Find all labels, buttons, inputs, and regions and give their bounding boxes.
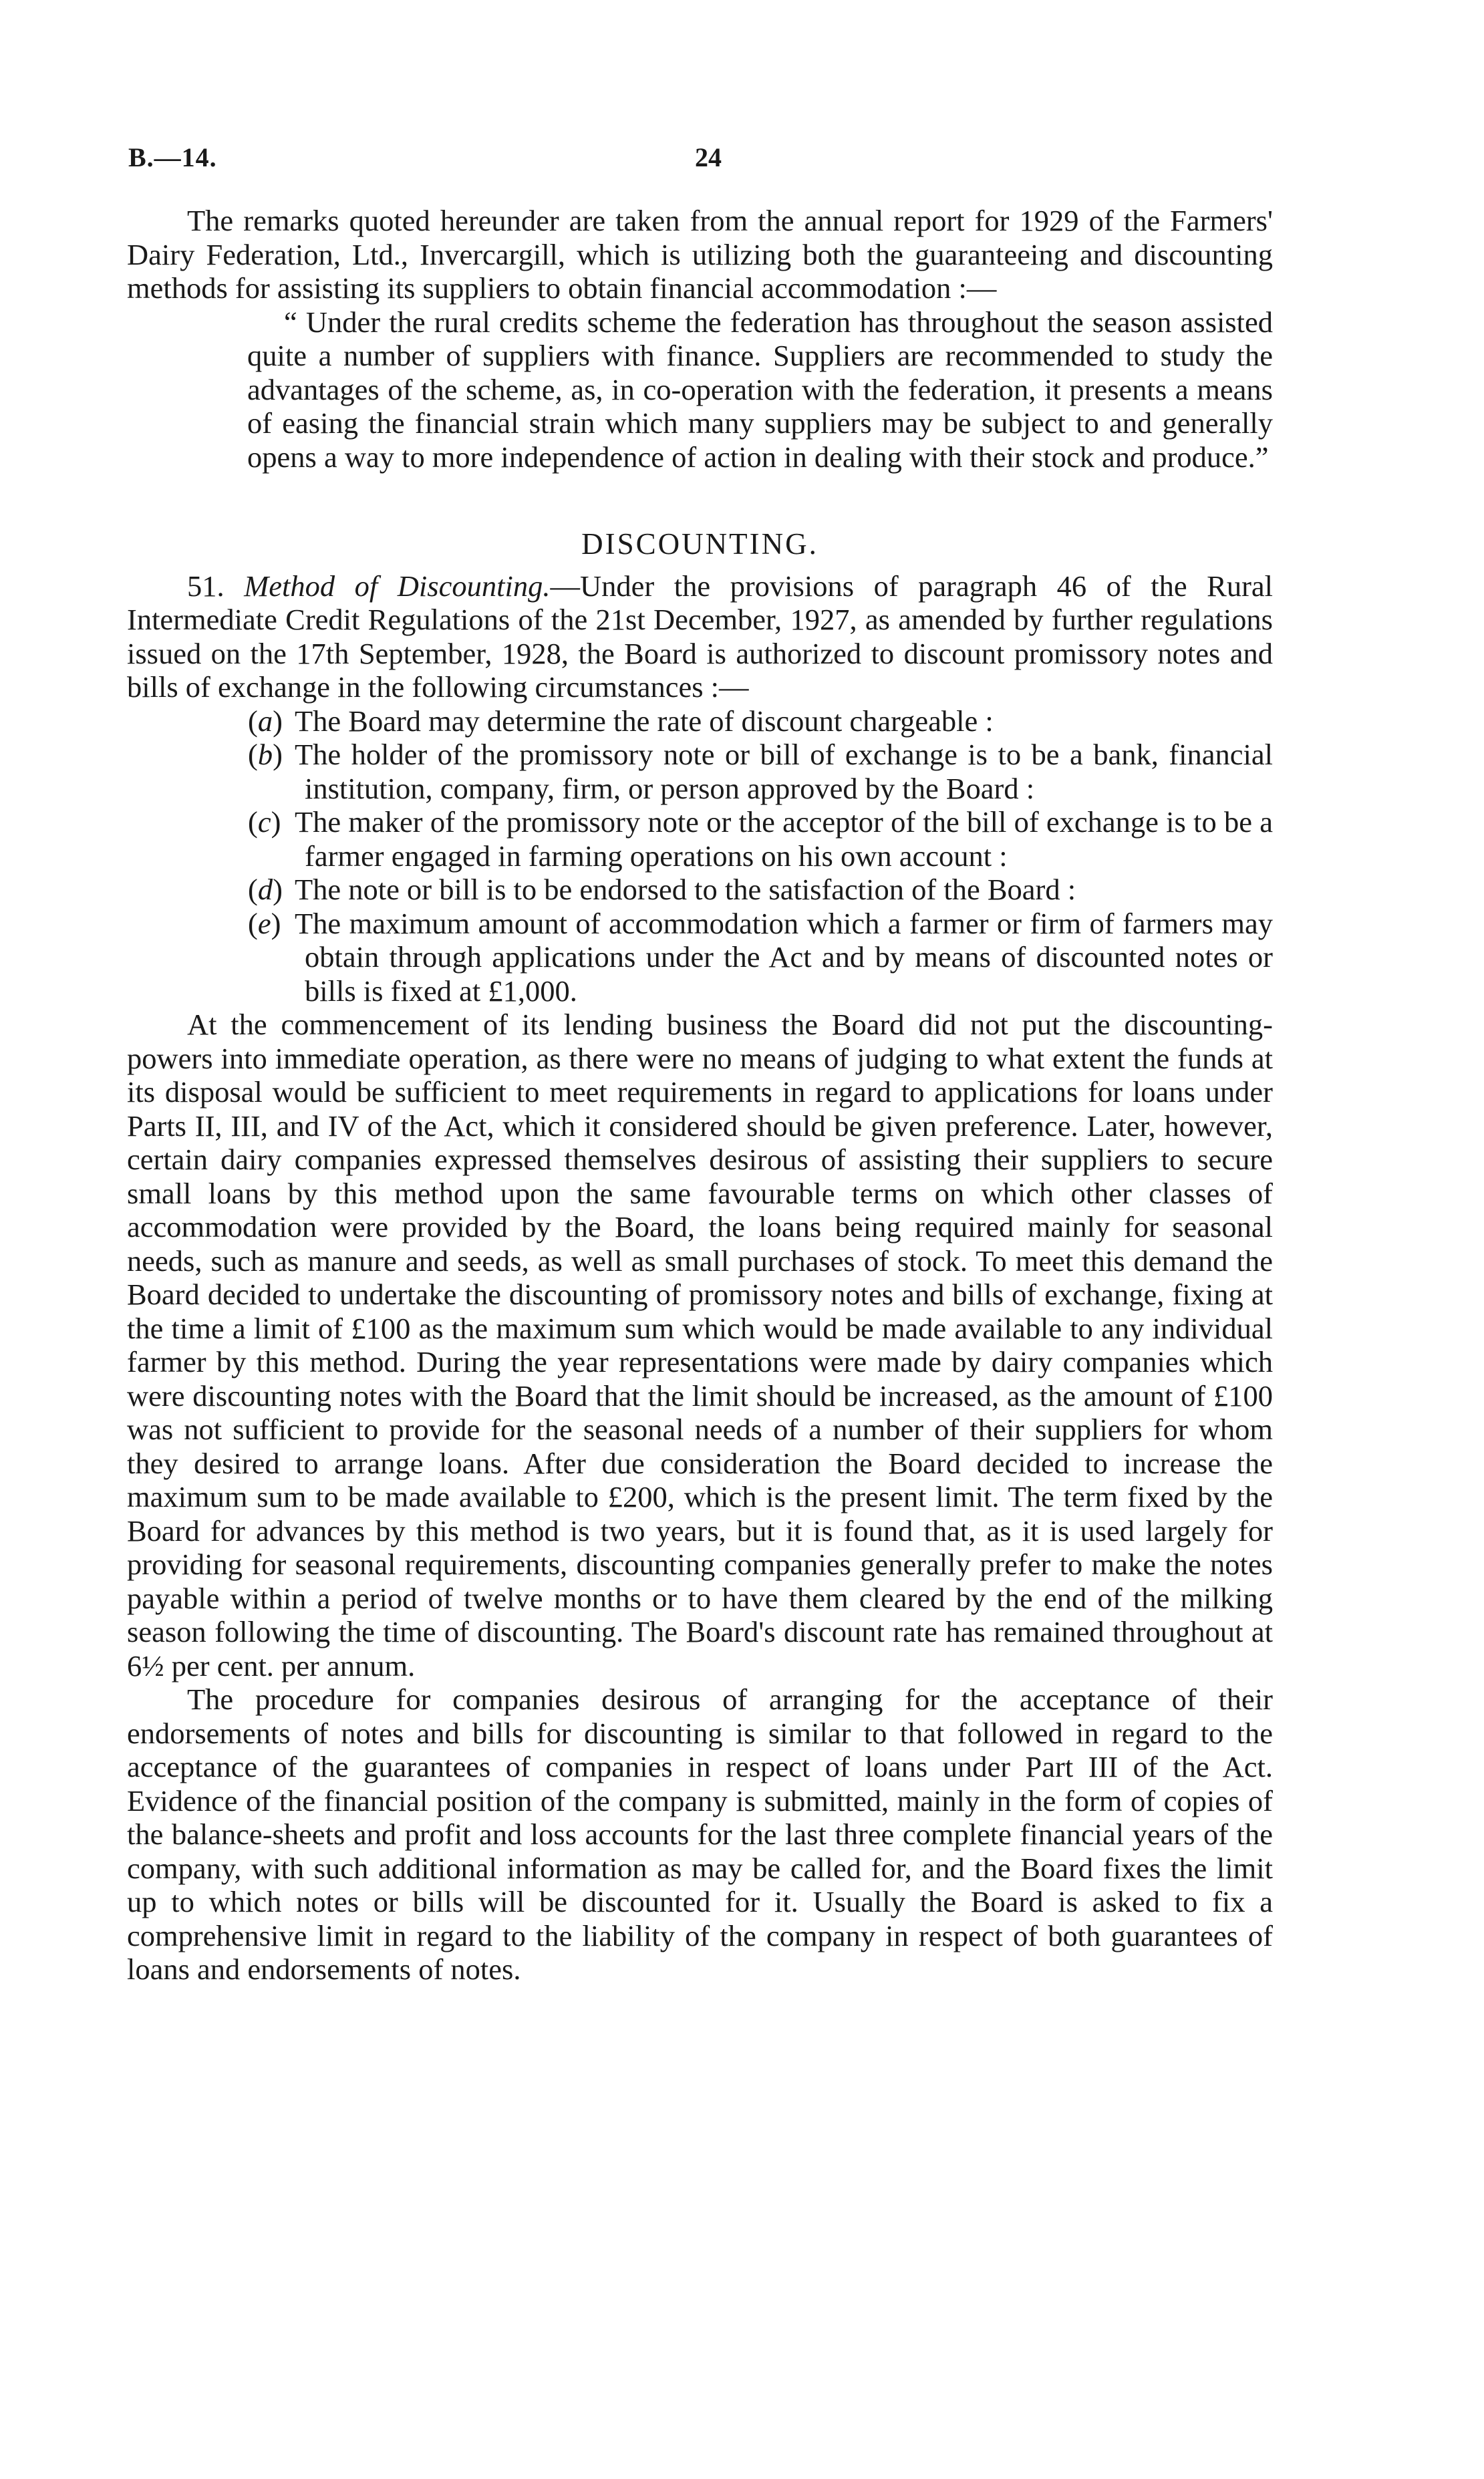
paragraph-51-number: 51. xyxy=(187,569,225,603)
clause-text: The note or bill is to be endorsed to the satisfaction of the Board : xyxy=(295,873,1076,906)
document-reference: B.—14. xyxy=(128,142,217,172)
clause-label: (b) xyxy=(248,738,283,771)
paragraph-51-text: —Under the provisions of paragraph 46 of the Rural Intermediate Credit Regulations of the 21st December, 1927, as amended by further regulations issued on the 17th September, 1928, the Board is authorized to discount promissory notes and bills of exchange in the following circumstances :— xyxy=(127,569,1274,704)
clause-text: The maker of the promissory note or the acceptor of the bill of exchange is to be a farmer engaged in farming operations on his own account : xyxy=(295,805,1273,873)
clause-label: (d) xyxy=(248,873,283,906)
clause-text: The maximum amount of accommodation which a farmer or firm of farmers may obtain through applications under the Act and by means of discounted notes or bills is fixed at £1,000. xyxy=(295,906,1273,1008)
federation-quote-text: “ Under the rural credits scheme the federation has throughout the season assisted quite a number of suppliers with finance. Suppliers are recommended to study the advantages of the scheme, as, in co-operation with the federation, it presents a means of easing the financial strain which many suppliers may be subject to and generally opens a way to more independence of action in dealing with their stock and produce.” xyxy=(247,305,1273,474)
paragraph-51 xyxy=(127,569,1273,704)
document-body xyxy=(127,204,1273,1987)
section-heading: DISCOUNTING. xyxy=(581,527,819,561)
clause-item xyxy=(248,738,1273,805)
federation-quote xyxy=(247,305,1273,474)
clause-list xyxy=(127,704,1273,1008)
commencement-paragraph: At the commencement of its lending business the Board did not put the discounting-powers into immediate operation, as there were no means of judging to what extent the funds at its disposal would be sufficient to meet requirements in regard to applications for loans under Parts II, III, and IV of the Act, which it considered should be given preference. Later, however, certain dairy companies expressed themselves desirous of assisting their suppliers to secure small loans by this method upon the same favourable terms on which other classes of accommodation were provided by the Board, the loans being required mainly for seasonal needs, such as manure and seeds, as well as small purchases of stock. To meet this demand the Board decided to undertake the discounting of promissory notes and bills of exchange, fixing at the time a limit of £100 as the maximum sum which would be made available to any individual farmer by this method. During the year representations were made by dairy companies which were discounting notes with the Board that the limit should be increased, as the amount of £100 was not sufficient to provide for the seasonal needs of a number of their suppliers for whom they desired to arrange loans. After due consideration the Board decided to increase the maximum sum to be made available to £200, which is the present limit. The term fixed by the Board for advances by this method is two years, but it is found that, as it is used largely for providing for seasonal requirements, discounting companies generally prefer to make the notes payable within a period of twelve months or to have them cleared by the end of the milking season following the time of discounting. The Board's discount rate has remained throughout at 6½ per cent. per annum. xyxy=(127,1008,1273,1683)
clause-label: (e) xyxy=(248,906,281,940)
intro-paragraph: The remarks quoted hereunder are taken from the annual report for 1929 of the Farmers' Dairy Federation, Ltd., Invercargill, which is utilizing both the guaranteeing and discounting methods for assisting its suppliers to obtain financial accommodation :— xyxy=(127,204,1273,305)
paragraph-51-title: Method of Discounting. xyxy=(244,569,551,603)
procedure-paragraph: The procedure for companies desirous of arranging for the acceptance of their endorsements of notes and bills for discounting is similar to that followed in regard to the acceptance of the guarantees of companies in respect of loans under Part III of the Act. Evidence of the financial position of the company is submitted, mainly in the form of copies of the balance-sheets and profit and loss accounts for the last three complete financial years of the company, with such additional information as may be called for, and the Board fixes the limit up to which notes or bills will be discounted for it. Usually the Board is asked to fix a comprehensive limit in regard to the liability of the company in respect of both guarantees of loans and endorsements of notes. xyxy=(127,1683,1273,1986)
clause-item xyxy=(248,805,1273,873)
clause-item xyxy=(248,704,1273,738)
clause-label: (a) xyxy=(248,704,283,738)
clause-text: The Board may determine the rate of discount chargeable : xyxy=(295,704,994,738)
clause-item xyxy=(248,907,1273,1008)
clause-item xyxy=(248,873,1273,907)
clause-label: (c) xyxy=(248,805,281,839)
page-number: 24 xyxy=(695,142,722,172)
clause-text: The holder of the promissory note or bill of exchange is to be a bank, financial institution, company, firm, or person approved by the Board : xyxy=(295,738,1273,805)
